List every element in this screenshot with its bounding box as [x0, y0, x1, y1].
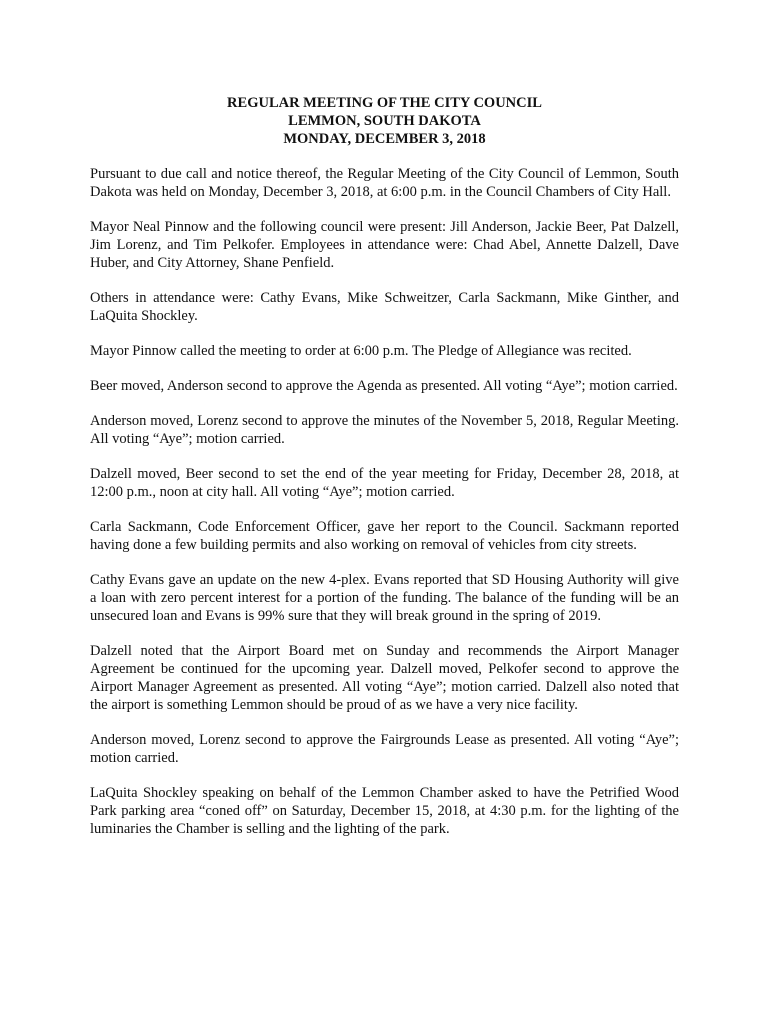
- paragraph-airport-agreement: Dalzell noted that the Airport Board met on Sunday and recommends the Airport Manager Agreement be continued for the upcoming year. Dalzell moved, Pelkofer second to approve the Airport Manager Agreement as presented. All voting “Aye”; motion carried. Dalzell also noted that the airport is something Lemmon should be proud of as we have a very nice facility.: [90, 643, 679, 713]
- paragraph-call-to-order: Mayor Pinnow called the meeting to order at 6:00 p.m. The Pledge of Allegiance was recited.: [90, 343, 632, 359]
- heading-title: REGULAR MEETING OF THE CITY COUNCIL: [227, 95, 542, 111]
- document-page: [90, 94, 679, 855]
- paragraph-minutes-approval: Anderson moved, Lorenz second to approve the minutes of the November 5, 2018, Regular Meeting. All voting “Aye”; motion carried.: [90, 413, 679, 447]
- paragraph-code-enforcement: Carla Sackmann, Code Enforcement Officer, gave her report to the Council. Sackmann reported having done a few building permits and also working on removal of vehicles from city streets.: [90, 519, 679, 553]
- paragraph-fairgrounds-lease: Anderson moved, Lorenz second to approve the Fairgrounds Lease as presented. All voting “Aye”; motion carried.: [90, 732, 679, 766]
- paragraph-call-to-meeting: Pursuant to due call and notice thereof, the Regular Meeting of the City Council of Lemmon, South Dakota was held on Monday, December 3, 2018, at 6:00 p.m. in the Council Chambers of City Hall.: [90, 166, 679, 200]
- paragraph-4plex-update: Cathy Evans gave an update on the new 4-plex. Evans reported that SD Housing Authority will give a loan with zero percent interest for a portion of the funding. The balance of the funding will be an unsecured loan and Evans is 99% sure that they will break ground in the spring of 2019.: [90, 572, 679, 624]
- paragraph-year-end-meeting: Dalzell moved, Beer second to set the end of the year meeting for Friday, December 28, 2018, at 12:00 p.m., noon at city hall. All voting “Aye”; motion carried.: [90, 466, 679, 500]
- heading-date: MONDAY, DECEMBER 3, 2018: [283, 131, 486, 147]
- paragraph-agenda-approval: Beer moved, Anderson second to approve the Agenda as presented. All voting “Aye”; motion carried.: [90, 378, 678, 394]
- paragraph-chamber-request: LaQuita Shockley speaking on behalf of the Lemmon Chamber asked to have the Petrified Wood Park parking area “coned off” on Saturday, December 15, 2018, at 4:30 p.m. for the lighting of the luminaries the Chamber is selling and the lighting of the park.: [90, 785, 679, 837]
- paragraph-present: Mayor Neal Pinnow and the following council were present: Jill Anderson, Jackie Beer, Pat Dalzell, Jim Lorenz, and Tim Pelkofer. Employees in attendance were: Chad Abel, Annette Dalzell, Dave Huber, and City Attorney, Shane Penfield.: [90, 219, 679, 271]
- heading-location: LEMMON, SOUTH DAKOTA: [288, 113, 481, 129]
- paragraph-others-attending: Others in attendance were: Cathy Evans, Mike Schweitzer, Carla Sackmann, Mike Ginther, and LaQuita Shockley.: [90, 290, 679, 324]
- document-heading: [90, 94, 679, 148]
